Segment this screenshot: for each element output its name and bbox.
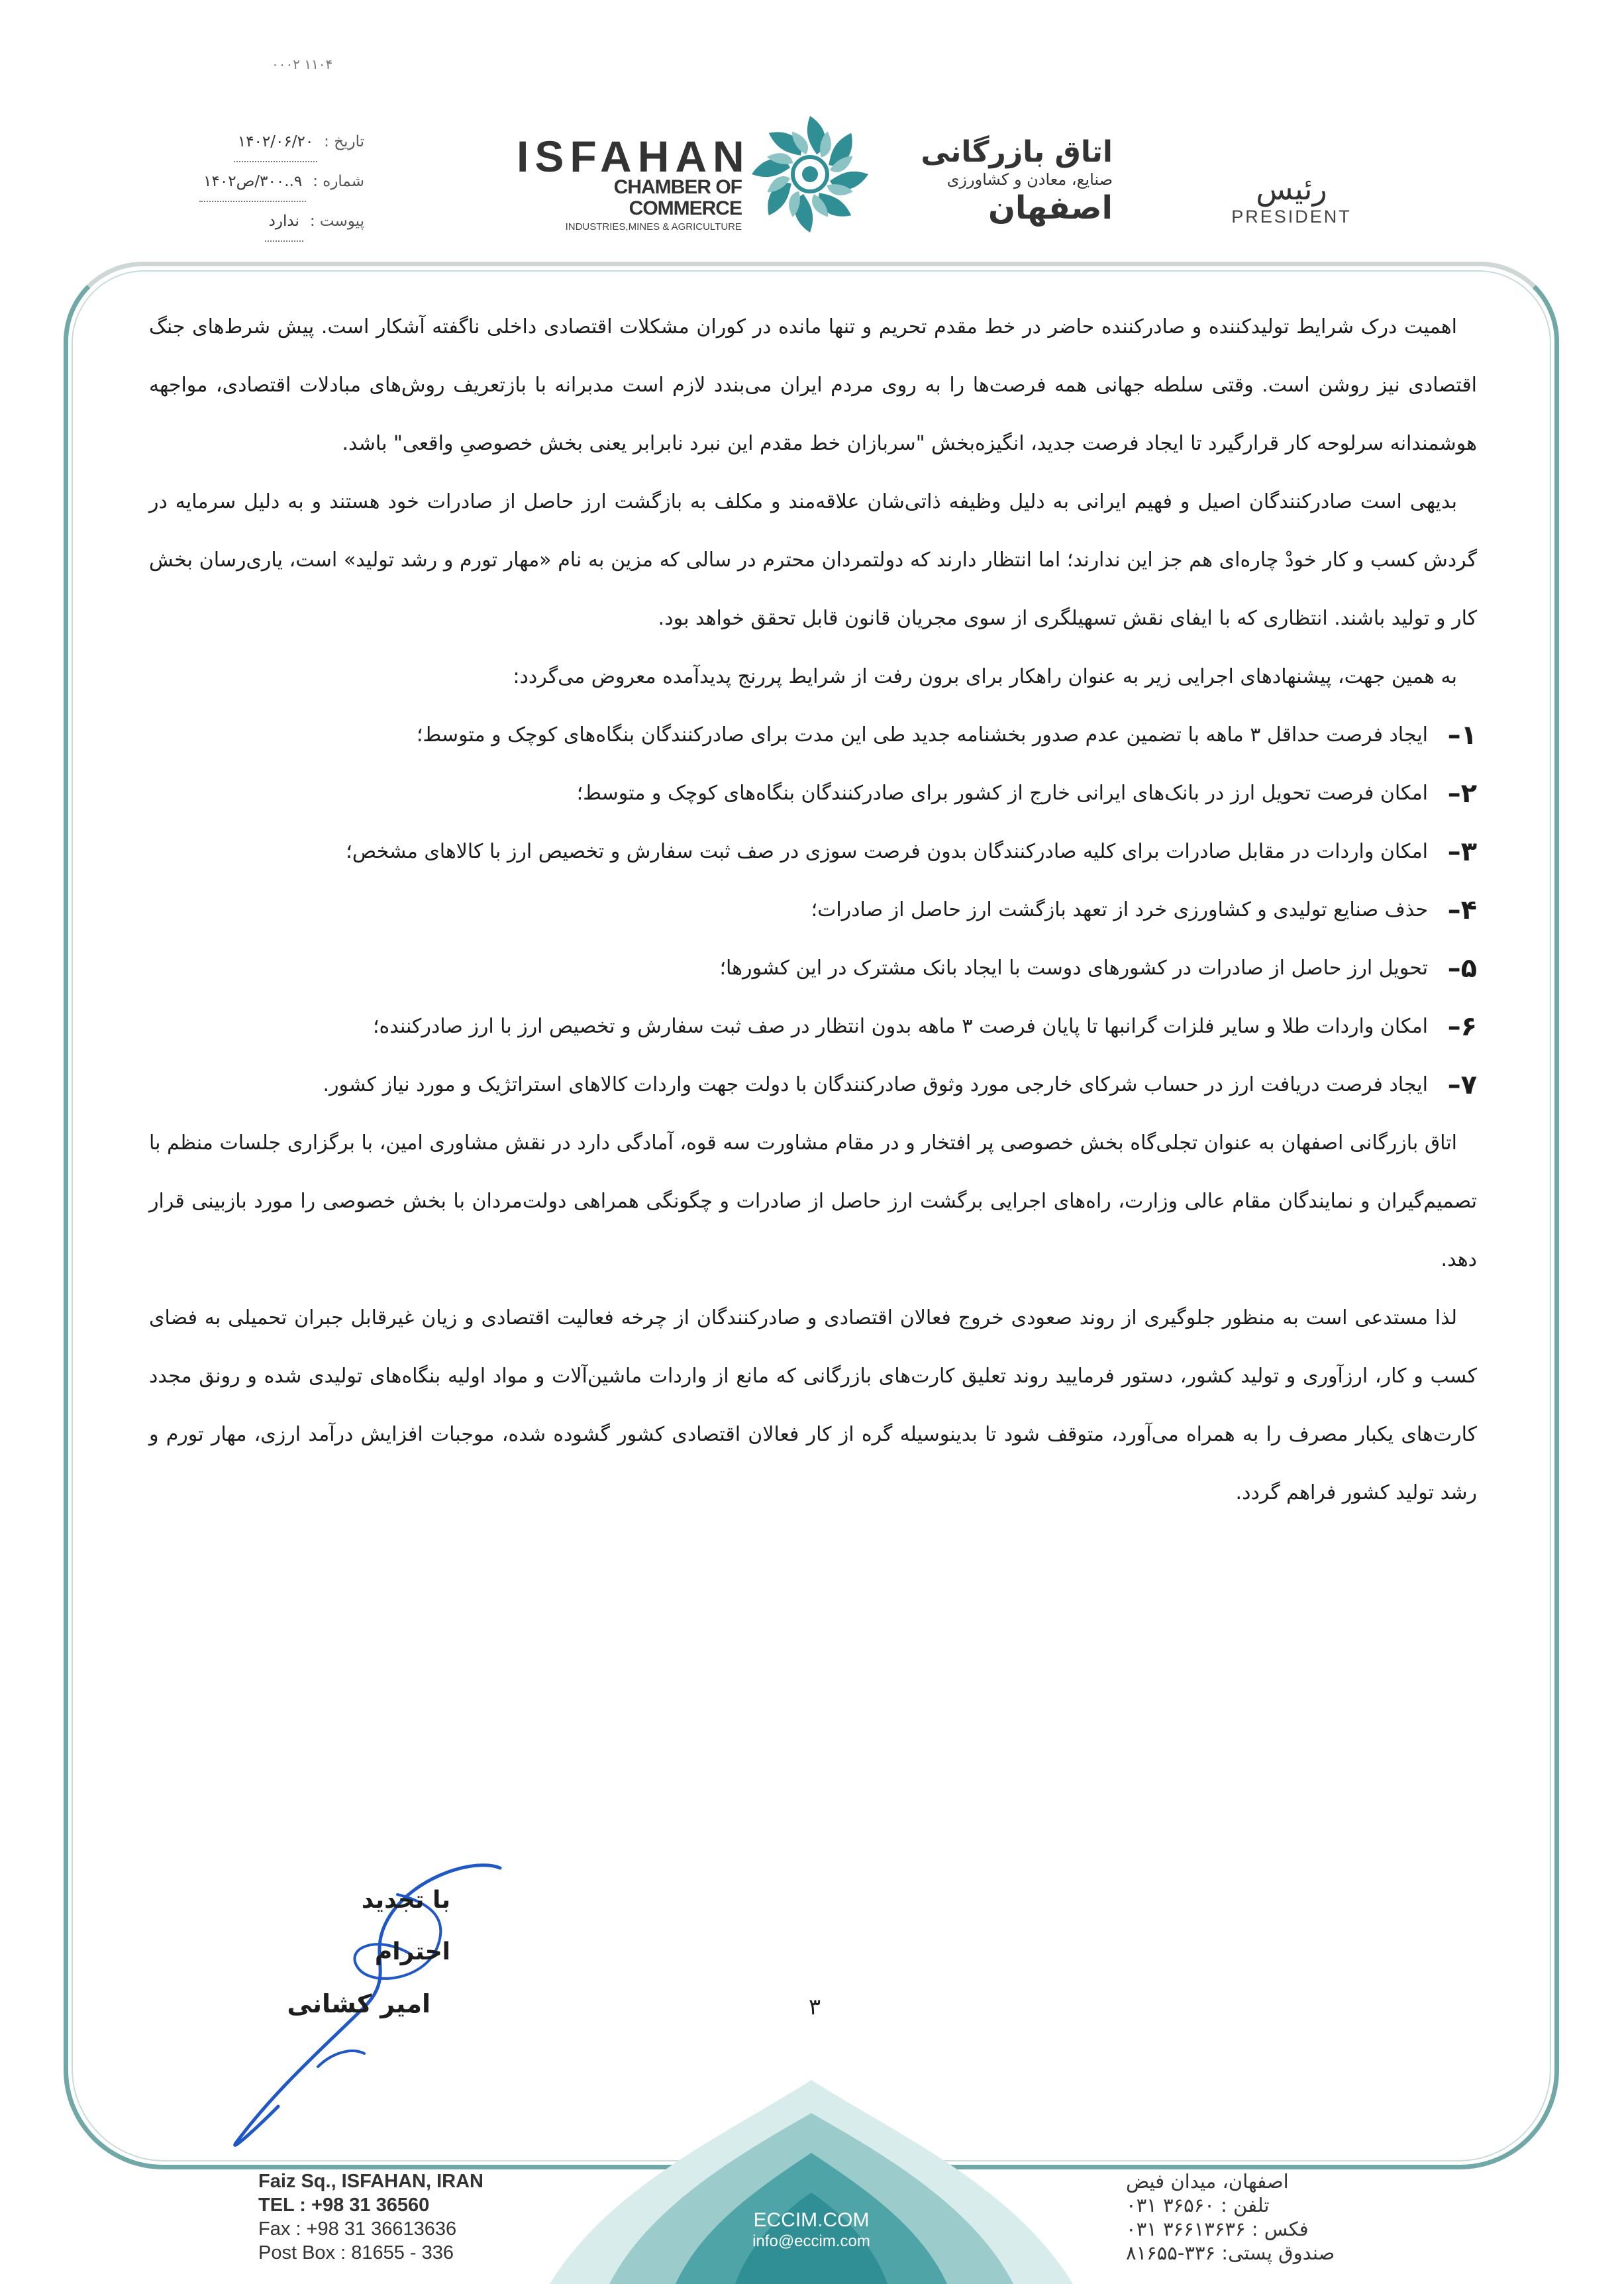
attachment-value: ندارد [265,202,303,242]
logo-fa-chamber: اتاق بازرگانی [921,135,1113,169]
date-row [113,123,364,162]
attachment-row [113,202,364,242]
page-number: ۳ [808,1994,821,2020]
paragraph-2: بدیهی است صادرکنندگان اصیل و فهیم ایرانی به دلیل وظیفه ذاتی‌شان علاقه‌مند و مکلف به بازگشت ارز حاصل از صادرات خود هستند و به دلیل سرمایه در گردش کسب و کار خودْ چاره‌ای هم جز این ندارند؛ اما انتظار دارند که دولتمردان محترم در سالی که مزین به نام «مهار تورم و رشد تولید» است، یاری‌رسان بخش کار و تولید باشند. انتظاری که با ایفای نقش تسهیلگری از سوی مجریان قانون قابل تحقق خواهد بود. [149,490,1477,630]
logo-en-chamber: CHAMBER OF COMMERCE [613,176,742,219]
proposal-number: ۶– [1447,1012,1477,1042]
footer-en-postbox: Post Box : 81655 - 336 [258,2242,454,2263]
paragraph-3: به همین جهت، پیشنهادهای اجرایی زیر به عنوان راهکار برای برون رفت از شرایط پررنج پدیدآمده معروض می‌گردد: [513,665,1457,688]
date-value: ۱۴۰۲/۰۶/۲۰ [234,123,317,162]
proposal-item-4 [325,881,1477,939]
footer-fa-fax: فکس : ۳۶۶۱۳۶۳۶ ۰۳۱ [1126,2218,1309,2240]
paragraph-1: اهمیت درک شرایط تولیدکننده و صادرکننده حاضر در خط مقدم تحریم و تنها مانده در کوران مشکلات اقتصادی داخلی ناگفته آشکار است. پیش شرط‌های جنگ اقتصادی نیز روشن است. وقتی سلطه جهانی همه فرصت‌ها را به روی مردم ایران می‌بندد لازم است مدبرانه با بازتعریف روش‌های مبادلات اقتصادی، مواجهه هوشمندانه سرلوحه کار قرارگیرد تا ایجاد فرصت جدید، انگیزه‌بخش "سربازان خط مقدم این نبرد نابرابر یعنی بخش خصوصیِ واقعی" باشد. [149,315,1477,455]
closing-text: با تجدید احترام [361,1887,450,1965]
footer-fa-postbox: صندوق پستی: ۳۳۶-۸۱۶۵۵ [1126,2242,1335,2264]
footer-fa-address: اصفهان، میدان فیض [1126,2170,1289,2193]
footer-address-fa [1126,2169,1364,2265]
logo-en-city: ISFAHAN [517,132,750,181]
date-label: تاریخ : [324,133,364,150]
proposal-text: تحویل ارز حاصل از صادرات در کشورهای دوست با ایجاد بانک مشترک در این کشورها؛ [719,957,1428,980]
footer-web [702,2209,921,2252]
paragraph-5: لذا مستدعی است به منظور جلوگیری از روند صعودی خروج فعالان اقتصادی و صادرکنندگان از چرخه فعالیت اقتصادی و زیان غیرقابل جبران تحمیلی به فضای کسب و کار، ارزآوری و تولید کشور، دستور فرمایید روند تعلیق کارت‌های بازرگانی که مانع از واردات ماشین‌آلات و مواد اولیه بنگاه‌های تولیدی شده و رونق مجدد کارت‌های یکبار مصرف را به همراه می‌آورد، متوقف شود تا بدینوسیله گره از کار فعالان اقتصادی کشور گشوده شده، موجبات افزایش درآمد ارزی، مهار تورم و رشد تولید کشور فراهم گردد. [149,1306,1477,1504]
footer-site[interactable]: ECCIM.COM [753,2209,870,2231]
received-stamp: ۰۰۰۲ ۱۱۰۴ [272,56,333,72]
number-value: ۹..۳۰۰/ص۱۴۰۲ [199,162,306,202]
proposal-number: ۵– [1447,953,1477,984]
footer-address-en [258,2169,483,2265]
footer-en-address: Faiz Sq., ISFAHAN, IRAN [258,2171,483,2192]
proposal-item-7 [149,1056,1477,1114]
attachment-label: پیوست : [309,213,364,230]
proposal-number: ۲– [1447,778,1477,809]
president-title [1219,171,1364,227]
proposal-text: امکان فرصت تحویل ارز در بانک‌های ایرانی خارج از کشور برای صادرکنندگان بنگاه‌های کوچک و متوسط؛ [576,782,1428,805]
logo-fa-sectors: صنایع، معادن و کشاورزی [946,170,1113,189]
proposal-text: امکان واردات در مقابل صادرات برای کلیه صادرکنندگان بدون فرصت سوزی در صف ثبت سفارش و تخصیص ارز با کالاهای مشخص؛ [346,840,1428,863]
proposal-text: ایجاد فرصت دریافت ارز در حساب شرکای خارجی مورد وثوق صادرکنندگان با دولت جهت واردات کالاهای استراتژیک و مورد نیاز کشور. [323,1073,1428,1096]
president-en: PRESIDENT [1231,207,1352,227]
proposal-number: ۱– [1447,720,1477,751]
logo-english [517,132,750,235]
footer-en-fax: Fax : +98 31 36613636 [258,2218,457,2240]
president-fa: رئیس [1256,171,1327,207]
proposal-text: ایجاد فرصت حداقل ۳ ماهه با تضمین عدم صدور بخشنامه جدید طی این مدت برای صادرکنندگان بنگاه‌های کوچک و متوسط؛ [416,723,1428,747]
letter-body [149,298,1477,1522]
proposal-item-2 [325,764,1477,823]
letter-meta [113,123,364,242]
proposal-text: حذف صنایع تولیدی و کشاورزی خرد از تعهد بازگشت ارز حاصل از صادرات؛ [811,898,1428,921]
proposal-item-5 [325,939,1477,998]
proposal-item-3 [149,823,1477,881]
proposal-item-1 [149,706,1477,764]
proposal-number: ۳– [1447,837,1477,867]
proposal-text: امکان واردات طلا و سایر فلزات گرانبها تا پایان فرصت ۳ ماهه بدون انتظار در صف ثبت سفارش و تخصیص ارز با ارز صادرکننده؛ [372,1015,1428,1038]
logo-en-sectors: INDUSTRIES,MINES & AGRICULTURE [565,221,742,233]
signer-name: امیر کشانی [287,1989,431,2018]
proposal-number: ۴– [1447,895,1477,925]
proposal-number: ۷– [1447,1070,1477,1100]
footer-en-tel: TEL : +98 31 36560 [258,2195,430,2216]
paragraph-4: اتاق بازرگانی اصفهان به عنوان تجلی‌گاه بخش خصوصی پر افتخار و در مقام مشاورت سه قوه، آمادگی دارد در نقش مشاوری امین، با برگزاری جلسات منظم با تصمیم‌گیران و نمایندگان مقام عالی وزارت، راه‌های اجرایی برگشت ارز حاصل از صادرات و چگونگی همراهی دولت‌مردان با بخش خصوصی را مورد بازبینی قرار دهد. [149,1131,1477,1271]
footer-email[interactable]: info@eccim.com [752,2232,870,2250]
signature-block [278,1875,450,2030]
proposal-item-6 [149,998,1477,1056]
number-label: شماره : [313,173,364,190]
footer-fa-tel: تلفن : ۳۶۵۶۰ ۰۳۱ [1126,2194,1270,2216]
chamber-emblem-icon [747,111,873,237]
logo-persian [888,136,1113,226]
logo-fa-city: اصفهان [988,189,1113,227]
number-row [113,162,364,202]
